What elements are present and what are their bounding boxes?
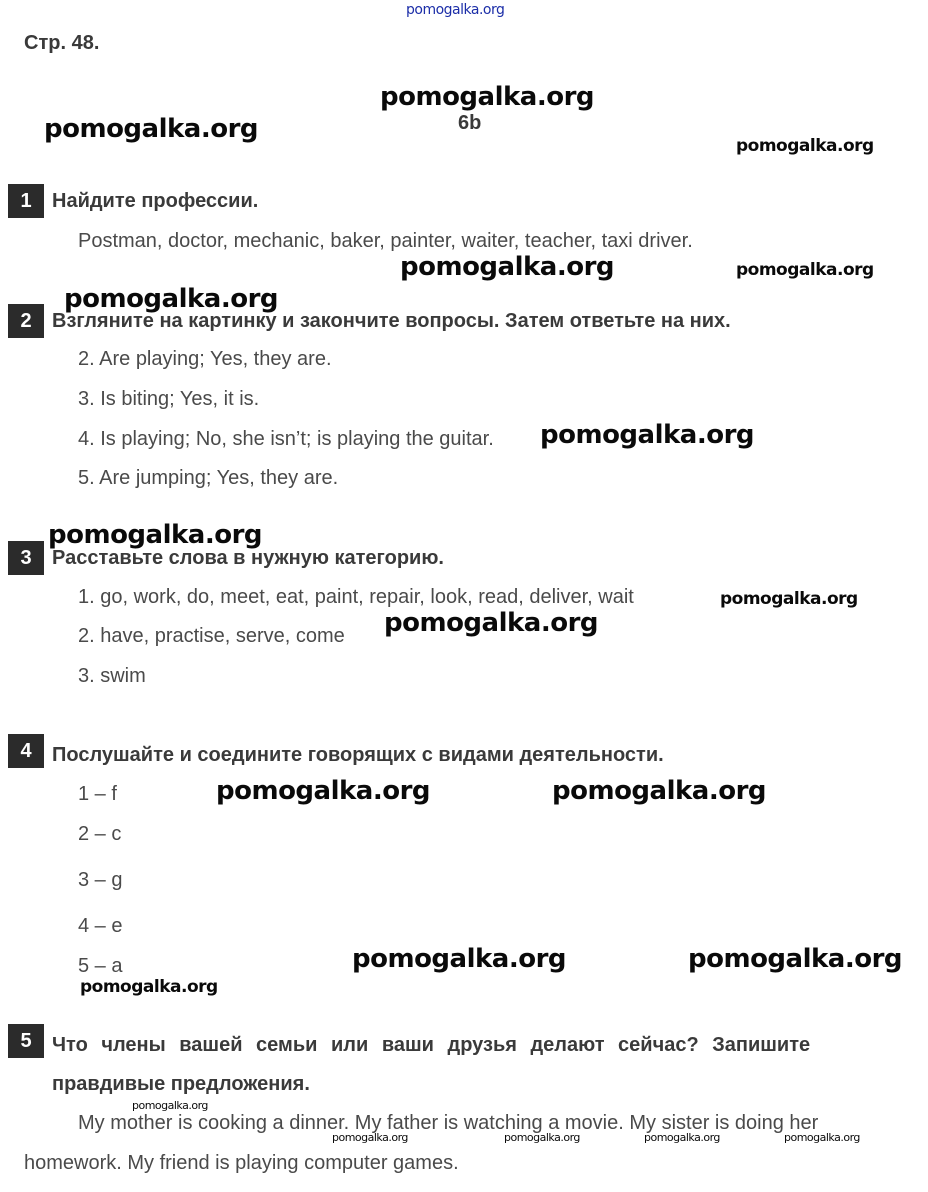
watermark: pomogalka.org (504, 1131, 580, 1144)
task-title: Взгляните на картинку и закончите вопросы. Затем ответьте на них. (52, 310, 731, 332)
unit-label: 6b (458, 112, 482, 134)
answer-line: 3. swim (78, 665, 146, 687)
watermark: pomogalka.org (132, 1099, 208, 1112)
task-title-line2: правдивые предложения. (52, 1073, 310, 1095)
answer-line: 1 – f (78, 783, 117, 805)
watermark: pomogalka.org (720, 589, 858, 609)
answer-line: 3 – g (78, 869, 123, 891)
watermark: pomogalka.org (380, 82, 595, 112)
answer-text-line1: My mother is cooking a dinner. My father is watching a movie. My sister is doing her (78, 1112, 819, 1134)
watermark: pomogalka.org (644, 1131, 720, 1144)
watermark: pomogalka.org (736, 260, 874, 280)
watermark: pomogalka.org (48, 520, 263, 550)
answer-line: 4. Is playing; No, she isn’t; is playing the guitar. (78, 428, 494, 450)
answer-line: 2 – c (78, 823, 122, 845)
watermark: pomogalka.org (352, 944, 567, 974)
task-number-badge: 3 (8, 541, 44, 575)
watermark: pomogalka.org (400, 252, 615, 282)
task-title: Послушайте и соедините говорящих с видами деятельности. (52, 744, 664, 766)
watermark: pomogalka.org (80, 977, 218, 997)
answer-line: 5. Are jumping; Yes, they are. (78, 467, 339, 489)
answer-line: 2. have, practise, serve, come (78, 625, 345, 647)
answer-line: Postman, doctor, mechanic, baker, painter, waiter, teacher, taxi driver. (78, 230, 693, 252)
watermark: pomogalka.org (552, 776, 767, 806)
task-number-badge: 2 (8, 304, 44, 338)
page-number: Стр. 48. (24, 32, 100, 54)
task-title-line1: Что члены вашей семьи или ваши друзья делают сейчас? Запишите (52, 1034, 811, 1056)
watermark: pomogalka.org (540, 420, 755, 450)
answer-line: 5 – a (78, 955, 123, 977)
watermark: pomogalka.org (216, 776, 431, 806)
answer-text-line2: homework. My friend is playing computer games. (24, 1152, 459, 1174)
watermark: pomogalka.org (44, 114, 259, 144)
answer-line: 4 – e (78, 915, 123, 937)
answer-line: 3. Is biting; Yes, it is. (78, 388, 260, 410)
task-title: Найдите профессии. (52, 190, 259, 212)
watermark: pomogalka.org (736, 136, 874, 156)
watermark: pomogalka.org (384, 608, 599, 638)
task-title: Расставьте слова в нужную категорию. (52, 547, 444, 569)
watermark: pomogalka.org (64, 284, 279, 314)
task-number-badge: 4 (8, 734, 44, 768)
watermark: pomogalka.org (688, 944, 903, 974)
task-number-badge: 5 (8, 1024, 44, 1058)
answer-line: 2. Are playing; Yes, they are. (78, 348, 332, 370)
answer-line: 1. go, work, do, meet, eat, paint, repair, look, read, deliver, wait (78, 586, 634, 608)
watermark: pomogalka.org (784, 1131, 860, 1144)
task-number-badge: 1 (8, 184, 44, 218)
watermark: pomogalka.org (332, 1131, 408, 1144)
watermark-top: pomogalka.org (406, 2, 505, 18)
